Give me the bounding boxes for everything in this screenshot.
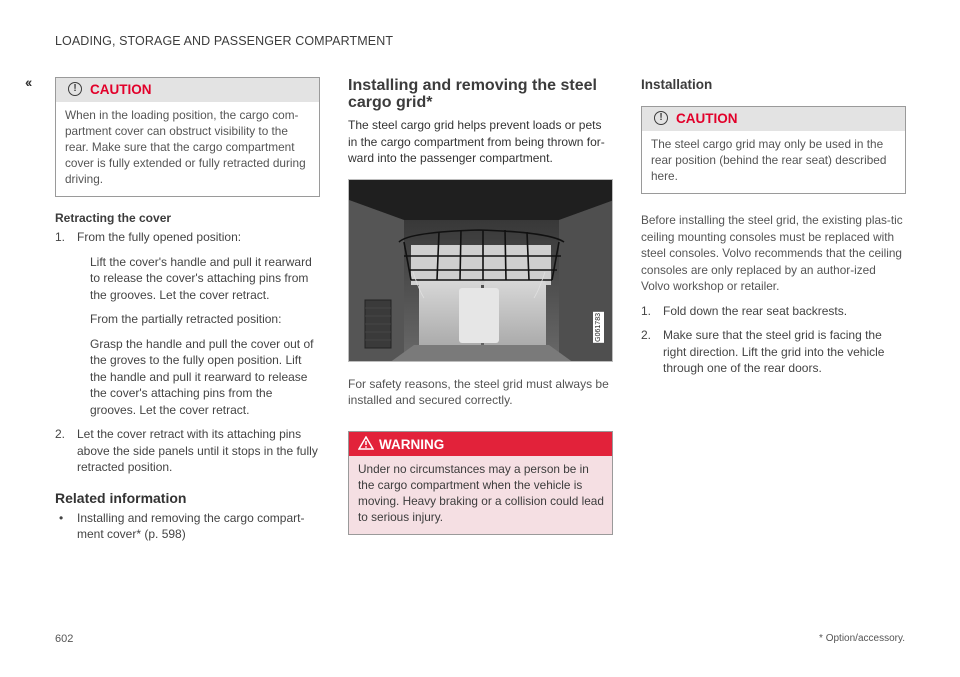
related-link[interactable] bbox=[55, 510, 320, 543]
step-text: Let the cover retract with its attaching pins above the side panels until it stops in the fully retracted position. bbox=[77, 427, 318, 474]
section-title: Installing and removing the steel cargo grid* bbox=[348, 77, 597, 111]
column-2 bbox=[348, 77, 613, 535]
figure-code: G061783 bbox=[595, 312, 602, 342]
list-item bbox=[55, 426, 320, 476]
step-number: 2. bbox=[55, 427, 66, 441]
cargo-grid-photo bbox=[348, 179, 613, 362]
exclamation-circle-icon: ! bbox=[68, 82, 82, 96]
related-link-text[interactable]: Installing and removing the cargo compart-ment cover* (p. 598) bbox=[77, 510, 305, 541]
page-header-title: LOADING, STORAGE AND PASSENGER COMPARTMENT bbox=[55, 34, 394, 48]
step-number: 2. bbox=[641, 328, 652, 342]
list-item bbox=[641, 303, 906, 320]
page-number: 602 bbox=[55, 633, 74, 645]
caution-header bbox=[56, 78, 319, 102]
list-item bbox=[641, 327, 906, 377]
warning-title: WARNING bbox=[379, 436, 445, 452]
step-subtext: From the partially retracted position: bbox=[90, 312, 282, 326]
caution-text: When in the loading position, the cargo com-partment cover can obstruct visibility to the rear. Make sure that the cargo compartment cover is fully extended or fully retracted during driving. bbox=[65, 108, 306, 186]
footnote: * Option/accessory. bbox=[819, 633, 905, 644]
caution-text: The steel cargo grid may only be used in the rear position (behind the rear seat) described here. bbox=[651, 137, 887, 183]
installation-body: Before installing the steel grid, the existing plas-tic ceiling mounting consoles must be replaced with steel consoles. Volvo recommends that the ceiling consoles are only replaced by an author-ized Volvo workshop or retailer. bbox=[641, 213, 903, 293]
column-1 bbox=[55, 77, 320, 543]
step-text: Fold down the rear seat backrests. bbox=[663, 303, 848, 318]
step-text: From the fully opened position: bbox=[77, 230, 242, 244]
warning-text: Under no circumstances may a person be in the cargo compartment when the vehicle is moving. Heavy braking or a collision could lead to serious injury. bbox=[358, 461, 604, 524]
exclamation-circle-icon: ! bbox=[654, 111, 668, 125]
section-intro: The steel cargo grid helps prevent loads or pets in the cargo compartment from being thrown for-ward into the passenger compartment. bbox=[348, 118, 605, 165]
caution-title: CAUTION bbox=[90, 82, 152, 97]
previous-page-marker: ‹‹ bbox=[25, 74, 31, 90]
caution-box bbox=[55, 77, 320, 197]
column-3 bbox=[641, 77, 906, 385]
step-subtext: Lift the cover's handle and pull it rearward to release the cover's attaching pins from the grooves. Let the cover retract. bbox=[90, 254, 312, 302]
step-number: 1. bbox=[55, 230, 66, 244]
warning-header bbox=[349, 432, 612, 456]
retracting-heading: Retracting the cover bbox=[55, 211, 172, 225]
figure-caption: For safety reasons, the steel grid must always be installed and secured correctly. bbox=[348, 376, 609, 407]
cargo-grid-illustration bbox=[349, 180, 613, 362]
list-item bbox=[55, 229, 320, 246]
caution-header bbox=[642, 107, 905, 131]
related-information-heading: Related information bbox=[55, 489, 187, 506]
caution-box bbox=[641, 106, 906, 194]
caution-title: CAUTION bbox=[676, 111, 738, 126]
step-number: 1. bbox=[641, 303, 652, 318]
step-text: Make sure that the steel grid is facing the right direction. Lift the grid into the vehicle through one of the rear doors. bbox=[663, 328, 885, 375]
bullet-icon: • bbox=[59, 510, 64, 525]
warning-triangle-icon bbox=[358, 436, 374, 450]
warning-box bbox=[348, 431, 613, 535]
installation-heading: Installation bbox=[641, 77, 713, 92]
step-subtext: Grasp the handle and pull the cover out of the groves to the fully open position. Lift the handle and pull it rearward to release the cover's attaching pins from the grooves. Let the cover retract. bbox=[90, 336, 314, 417]
